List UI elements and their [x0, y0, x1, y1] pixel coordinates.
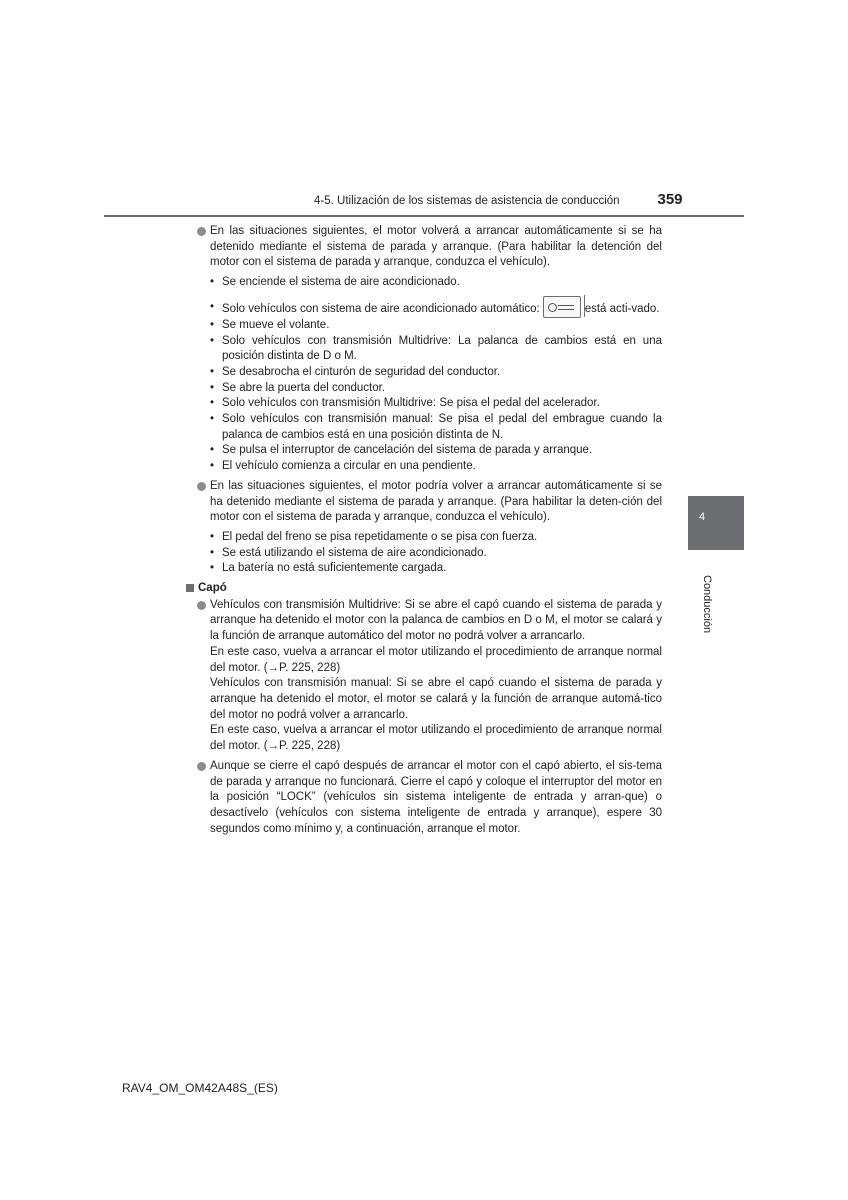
restart-auto-intro: En las situaciones siguientes, el motor volverá a arrancar automáticamente si se ha detenido mediante el sistema de parada y arranque. (Para habilitar la detención del motor con el sistema de parada y arranque, conduzca el vehículo). — [210, 225, 662, 269]
restart-auto-paragraph — [186, 224, 662, 271]
restart-possible-intro: En las situaciones siguientes, el motor podría volver a arrancar automáticamente si se ha detenido mediante el sistema de parada y arranque. (Para habilitar la deten-ción del motor con el sistema de parada y arranque, conduzca el vehículo). — [210, 479, 662, 524]
list-item: • La batería no está suficientemente cargada. — [210, 562, 447, 575]
bullet-circle-icon — [197, 482, 206, 491]
bullet-circle-icon — [197, 227, 206, 236]
chapter-tab — [688, 496, 744, 550]
restart-possible-paragraph — [186, 479, 662, 526]
section-square-icon — [186, 584, 194, 592]
restart-possible-list — [186, 530, 662, 577]
list-item: • Se desabrocha el cinturón de seguridad del conductor. — [210, 365, 501, 378]
chapter-number: 4 — [698, 511, 706, 523]
bullet-circle-icon — [197, 762, 206, 771]
section-title-capo: Capó — [186, 581, 662, 597]
capo-paragraph-1: Vehículos con transmisión Multidrive: Si se abre el capó cuando el sistema de parada y arranque ha detenido el motor con la palanca de cambios en D o M, el motor se calará y la función de arranque automático del motor no podrá volver a arrancarlo. En este caso, vuelva a arrancar el motor utilizando el procedimiento de arranque normal del motor. (→P. 225, 228) Vehículos con transmisión manual: Si se abre el capó cuando el sistema de parada y arranque ha detenido el motor, el motor se calará y la función de arranque automá-tico del motor no podrá volver a arrancarlo. En este caso, vuelva a arrancar el motor utilizando el procedimiento de arranque normal del motor. (→P. 225, 228) — [186, 598, 662, 755]
list-item: • Se mueve el volante. — [210, 318, 330, 331]
list-item: • Solo vehículos con transmisión Multidrive: Se pisa el pedal del acelerador. — [210, 397, 600, 410]
restart-auto-list — [186, 275, 662, 475]
section-header-title: 4-5. Utilización de los sistemas de asistencia de conducción — [314, 195, 620, 207]
list-item: • Se pulsa el interruptor de cancelación del sistema de parada y arranque. — [210, 444, 593, 457]
ac-front-button-icon — [543, 296, 581, 318]
list-item: • Solo vehículos con transmisión Multidrive: La palanca de cambios está en una posición distinta de D o M. — [210, 334, 662, 363]
capo-paragraph-2: Aunque se cierre el capó después de arrancar el motor con el capó abierto, el sis-tema de parada y arranque no funcionará. Cierre el capó y coloque el interruptor del motor en la posición “LOCK” (vehículos sin sistema inteligente de entrada y arran-que) o desactívelo (vehículos con sistema inteligente de entrada y arranque), espere 30 segundos como mínimo y, a continuación, arranque el motor. — [186, 759, 662, 838]
list-item: • Se enciende el sistema de aire acondicionado. — [210, 276, 460, 289]
list-item: • Solo vehículos con sistema de aire acondicionado automático: está acti-vado. — [186, 300, 662, 318]
list-item: • Se está utilizando el sistema de aire acondicionado. — [210, 546, 487, 559]
bullet-circle-icon — [197, 601, 206, 610]
footer-document-code: RAV4_OM_OM42A48S_(ES) — [122, 1081, 278, 1095]
list-item: • El pedal del freno se pisa repetidamente o se pisa con fuerza. — [210, 530, 538, 543]
page-number: 359 — [657, 191, 683, 208]
list-item: • Se abre la puerta del conductor. — [210, 381, 386, 394]
list-item: • Solo vehículos con transmisión manual: Se pisa el pedal del embrague cuando la palanca de cambios está en una posición distinta de N. — [210, 413, 662, 441]
list-item: • El vehículo comienza a circular en una pendiente. — [210, 460, 476, 473]
main-content — [186, 224, 662, 837]
chapter-label: Conducción — [701, 575, 713, 634]
header-divider — [104, 215, 744, 217]
